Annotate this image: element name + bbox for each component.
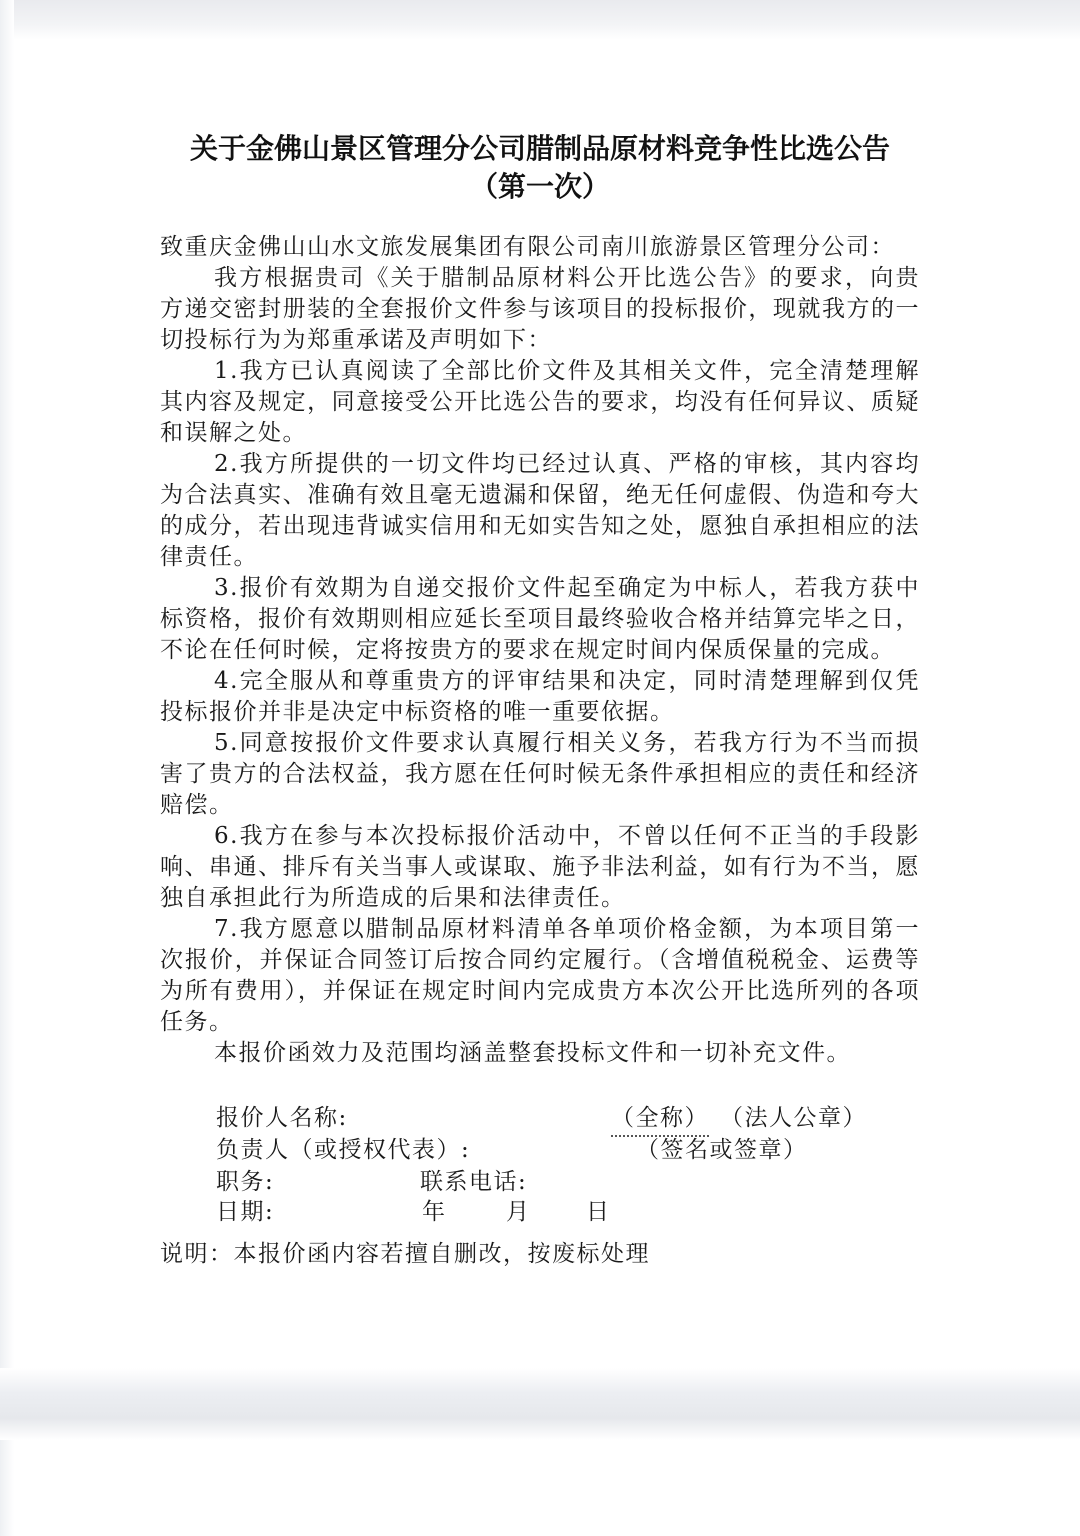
scan-edge-left (0, 0, 14, 1536)
commitment-item-1: 1.我方已认真阅读了全部比价文件及其相关文件，完全清楚理解其内容及规定，同意接受公开比选公告的要求，均没有任何异议、质疑和误解之处。 (160, 358, 920, 446)
letter-body (160, 232, 920, 1069)
bidder-name-label: 报价人名称: (216, 1105, 348, 1131)
document-title: 关于金佛山景区管理分公司腊制品原材料竞争性比选公告 (189, 132, 890, 165)
date-day: 日 (586, 1199, 611, 1225)
disclaimer-note: 说明：本报价函内容若擅自删改，按废标处理 (160, 1241, 650, 1267)
commitment-item-7: 7.我方愿意以腊制品原材料清单各单项价格金额，为本项目第一次报价，并保证合同签订后按合同约定履行。（含增值税税金、运费等为所有费用），并保证在规定时间内完成贵方本次公开比选所列的各项任务。 (160, 916, 920, 1035)
commitment-item-5: 5.同意按报价文件要求认真履行相关义务，若我方行为不当而损害了贵方的合法权益，我方愿在任何时候无条件承担相应的责任和经济赔偿。 (160, 730, 920, 818)
commitment-item-4: 4.完全服从和尊重贵方的评审结果和决定，同时清楚理解到仅凭投标报价并非是决定中标资格的唯一重要依据。 (160, 668, 920, 725)
position-label: 职务: (216, 1169, 275, 1195)
date-label: 日期: (216, 1199, 275, 1225)
bidder-full-name-field: （全称） (611, 1103, 709, 1137)
commitment-item-2: 2.我方所提供的一切文件均已经过认真、严格的审核，其内容均为合法真实、准确有效且毫无遗漏和保留，绝无任何虚假、伪造和夸大的成分，若出现违背诚实信用和无如实告知之处，愿独自承担相应的法律责任。 (160, 451, 920, 570)
date-month: 月 (506, 1199, 531, 1225)
signature-field: （签名或签章） (636, 1137, 808, 1163)
intro-paragraph: 我方根据贵司《关于腊制品原材料公开比选公告》的要求，向贵方递交密封册装的全套报价文件参与该项目的投标报价，现就我方的一切投标行为为郑重承诺及声明如下： (160, 265, 920, 353)
responsible-person-label: 负责人（或授权代表）: (216, 1137, 471, 1163)
date-year: 年 (422, 1199, 447, 1225)
scan-edge-bottom (0, 1368, 1080, 1440)
bidder-seal-field: （法人公章） (720, 1105, 867, 1131)
scope-statement: 本报价函效力及范围均涵盖整套投标文件和一切补充文件。 (214, 1040, 851, 1066)
scan-edge-top (0, 0, 1080, 40)
commitment-item-6: 6.我方在参与本次投标报价活动中，不曾以任何不正当的手段影响、串通、排斥有关当事人或谋取、施予非法利益，如有行为不当，愿独自承担此行为所造成的后果和法律责任。 (160, 823, 920, 911)
document-subtitle: （第一次） (469, 170, 610, 203)
addressee: 致重庆金佛山山水文旅发展集团有限公司南川旅游景区管理分公司： (160, 234, 895, 260)
commitment-item-3: 3.报价有效期为自递交报价文件起至确定为中标人，若我方获中标资格，报价有效期则相应延长至项目最终验收合格并结算完毕之日，不论在任何时候，定将按贵方的要求在规定时间内保质保量的完成。 (160, 575, 920, 663)
phone-label: 联系电话: (420, 1169, 528, 1195)
